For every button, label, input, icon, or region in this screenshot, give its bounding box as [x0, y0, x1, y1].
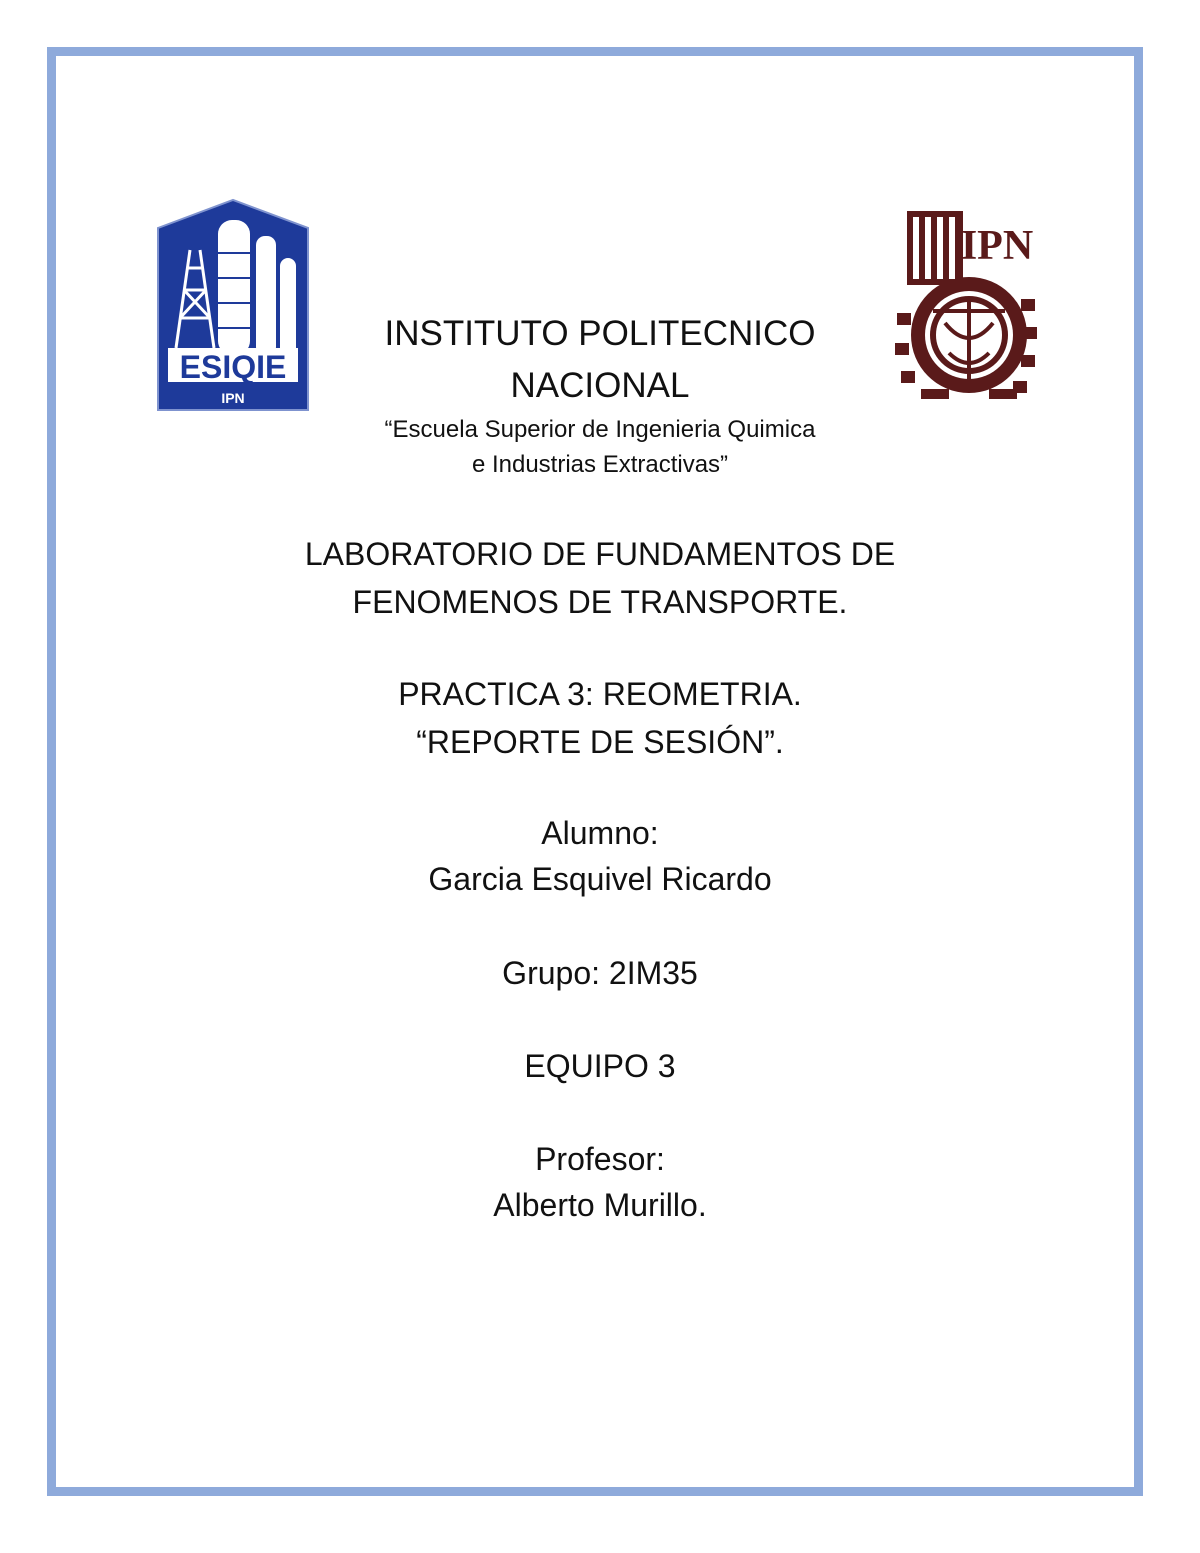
professor-label: Profesor:: [535, 1141, 665, 1177]
course-line-2: FENOMENOS DE TRANSPORTE.: [352, 584, 848, 620]
practice-title: [0, 670, 1200, 766]
school-name: [0, 412, 1200, 482]
institution-line-1: INSTITUTO POLITECNICO: [384, 314, 816, 353]
practice-line-1: PRACTICA 3: REOMETRIA.: [398, 676, 802, 712]
professor-name: Alberto Murillo.: [493, 1187, 707, 1223]
course-title: [0, 530, 1200, 626]
svg-text:IPN: IPN: [960, 223, 1034, 269]
team-label: EQUIPO 3: [524, 1048, 676, 1084]
course-line-1: LABORATORIO DE FUNDAMENTOS DE: [304, 536, 896, 572]
school-line-1: “Escuela Superior de Ingenieria Quimica: [384, 416, 816, 443]
school-line-2: e Industrias Extractivas”: [471, 451, 729, 478]
svg-text:IPN: IPN: [221, 390, 245, 406]
svg-text:ESIQIE: ESIQIE: [179, 349, 287, 385]
student-label: Alumno:: [541, 815, 659, 851]
student-name: Garcia Esquivel Ricardo: [428, 861, 772, 897]
institution-name: [0, 308, 1200, 412]
practice-line-2: “REPORTE DE SESIÓN”.: [416, 724, 784, 760]
group-label: Grupo: 2IM35: [502, 955, 698, 991]
institution-line-2: NACIONAL: [510, 366, 690, 405]
